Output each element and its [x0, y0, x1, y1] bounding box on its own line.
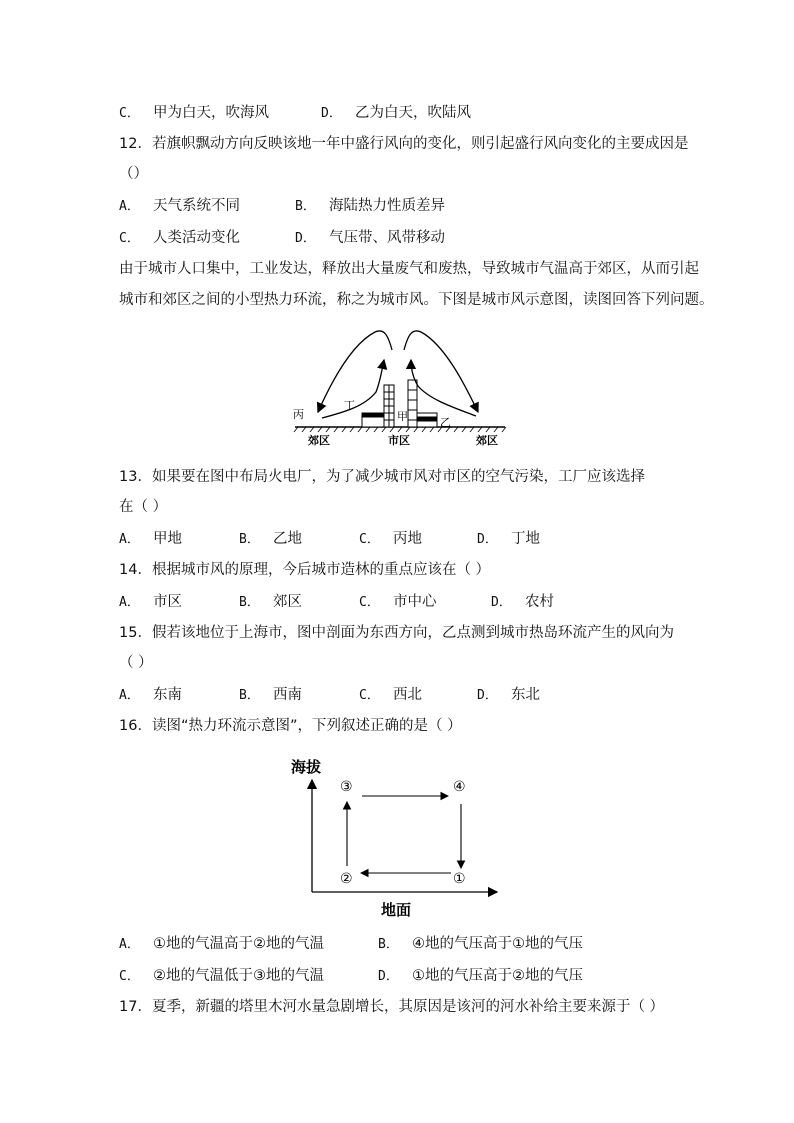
q11-option-c: [119, 103, 269, 124]
label-suburb-left: 郊区: [308, 434, 330, 447]
q17-stem: 17．夏季，新疆的塔里木河水量急剧增长，其原因是该河的河水补给主要来源于（ ）: [119, 999, 665, 1015]
option-text: 天气系统不同: [153, 198, 240, 214]
y-axis-label: 海拔: [291, 758, 322, 776]
option-label: B．: [239, 688, 260, 703]
option-label: C．: [359, 688, 380, 703]
label-city: 市区: [388, 434, 410, 447]
q16-option-b: [378, 934, 583, 955]
q16-stem: 16．读图“热力环流示意图”，下列叙述正确的是（ ）: [119, 718, 462, 734]
q15-option-d: [477, 685, 540, 706]
point-4: ④: [453, 779, 466, 795]
q16-option-a: [119, 934, 324, 955]
city-wind-diagram: [280, 320, 520, 450]
option-text: 人类活动变化: [153, 230, 240, 246]
q12-stem-line2: （）: [119, 166, 148, 182]
q14-option-c: [359, 592, 437, 613]
option-text: 郊区: [273, 594, 302, 610]
option-text: 乙为白天，吹陆风: [355, 105, 471, 121]
q13-option-b: [239, 529, 302, 550]
q14-option-d: [491, 592, 554, 613]
q12-option-c: [119, 228, 240, 249]
q15-option-c: [359, 685, 422, 706]
option-label: B．: [239, 595, 260, 610]
option-label: D．: [477, 688, 498, 703]
option-text: 西南: [273, 687, 302, 703]
q16-option-d: [378, 966, 583, 987]
option-label: D．: [295, 231, 316, 246]
left-upper-arrow: [318, 331, 392, 412]
option-text: ①地的气压高于②地的气压: [412, 968, 583, 984]
option-label: D．: [321, 106, 342, 121]
option-text: ②地的气温低于③地的气温: [153, 968, 324, 984]
option-text: ①地的气温高于②地的气温: [153, 936, 324, 952]
intro-line2: 城市和郊区之间的小型热力环流，称之为城市风。下图是城市风示意图，读图回答下列问题。: [119, 292, 714, 308]
option-label: D．: [491, 595, 512, 610]
q13-option-c: [359, 529, 422, 550]
q12-stem-line1: 12．若旗帜飘动方向反映该地一年中盛行风向的变化，则引起盛行风向变化的主要成因是: [119, 136, 689, 152]
option-label: A．: [119, 532, 140, 547]
q15-option-b: [239, 685, 302, 706]
q15-stem-line1: 15．假若该地位于上海市，图中剖面为东西方向，乙点测到城市热岛环流产生的风向为: [119, 625, 674, 641]
point-3: ③: [340, 779, 353, 795]
q14-stem: 14．根据城市风的原理，今后城市造林的重点应该在（ ）: [119, 562, 491, 578]
option-text: 甲地: [153, 531, 182, 547]
option-label: A．: [119, 595, 140, 610]
option-label: D．: [477, 532, 498, 547]
q16-option-c: [119, 966, 324, 987]
label-suburb-right: 郊区: [476, 434, 498, 447]
option-text: 西北: [393, 687, 422, 703]
q13-stem-line2: 在（ ）: [119, 499, 168, 515]
option-text: 东南: [153, 687, 182, 703]
option-label: B．: [239, 532, 260, 547]
option-text: 甲为白天，吹海风: [153, 105, 269, 121]
option-label: A．: [119, 937, 140, 952]
label-jia: 甲: [397, 410, 408, 423]
point-2: ②: [340, 871, 353, 887]
q15-option-a: [119, 685, 182, 706]
option-label: A．: [119, 199, 140, 214]
option-text: 丁地: [511, 531, 540, 547]
option-text: 气压带、风带移动: [329, 230, 445, 246]
intro-line1: 由于城市人口集中，工业发达，释放出大量废气和废热，导致城市气温高于郊区，从而引起: [119, 261, 699, 277]
option-label: B．: [295, 199, 316, 214]
point-1: ①: [453, 871, 466, 887]
option-label: C．: [119, 231, 140, 246]
q15-stem-line2: （ ）: [119, 655, 153, 671]
q13-stem-line1: 13．如果要在图中布局火电厂，为了减少城市风对市区的空气污染，工厂应该选择: [119, 469, 645, 485]
q13-option-a: [119, 529, 182, 550]
thermal-circulation-diagram: [285, 752, 515, 922]
label-bing: 丙: [293, 408, 304, 421]
option-text: ④地的气压高于①地的气压: [412, 936, 583, 952]
option-text: 丙地: [393, 531, 422, 547]
option-label: D．: [378, 969, 399, 984]
option-label: C．: [119, 106, 140, 121]
q11-option-d: [321, 103, 471, 124]
q12-option-b: [295, 196, 445, 217]
option-label: B．: [378, 937, 399, 952]
option-text: 农村: [525, 594, 554, 610]
q14-option-b: [239, 592, 302, 613]
option-label: C．: [359, 595, 380, 610]
q12-option-a: [119, 196, 240, 217]
option-label: A．: [119, 688, 140, 703]
option-text: 乙地: [273, 531, 302, 547]
x-axis-label: 地面: [381, 901, 412, 919]
label-yi: 乙: [440, 416, 451, 429]
option-label: C．: [119, 969, 140, 984]
option-text: 市中心: [393, 594, 437, 610]
q12-option-d: [295, 228, 445, 249]
label-ding: 丁: [344, 399, 355, 412]
q13-option-d: [477, 529, 540, 550]
q14-option-a: [119, 592, 182, 613]
option-label: C．: [359, 532, 380, 547]
option-text: 东北: [511, 687, 540, 703]
option-text: 市区: [153, 594, 182, 610]
option-text: 海陆热力性质差异: [329, 198, 445, 214]
